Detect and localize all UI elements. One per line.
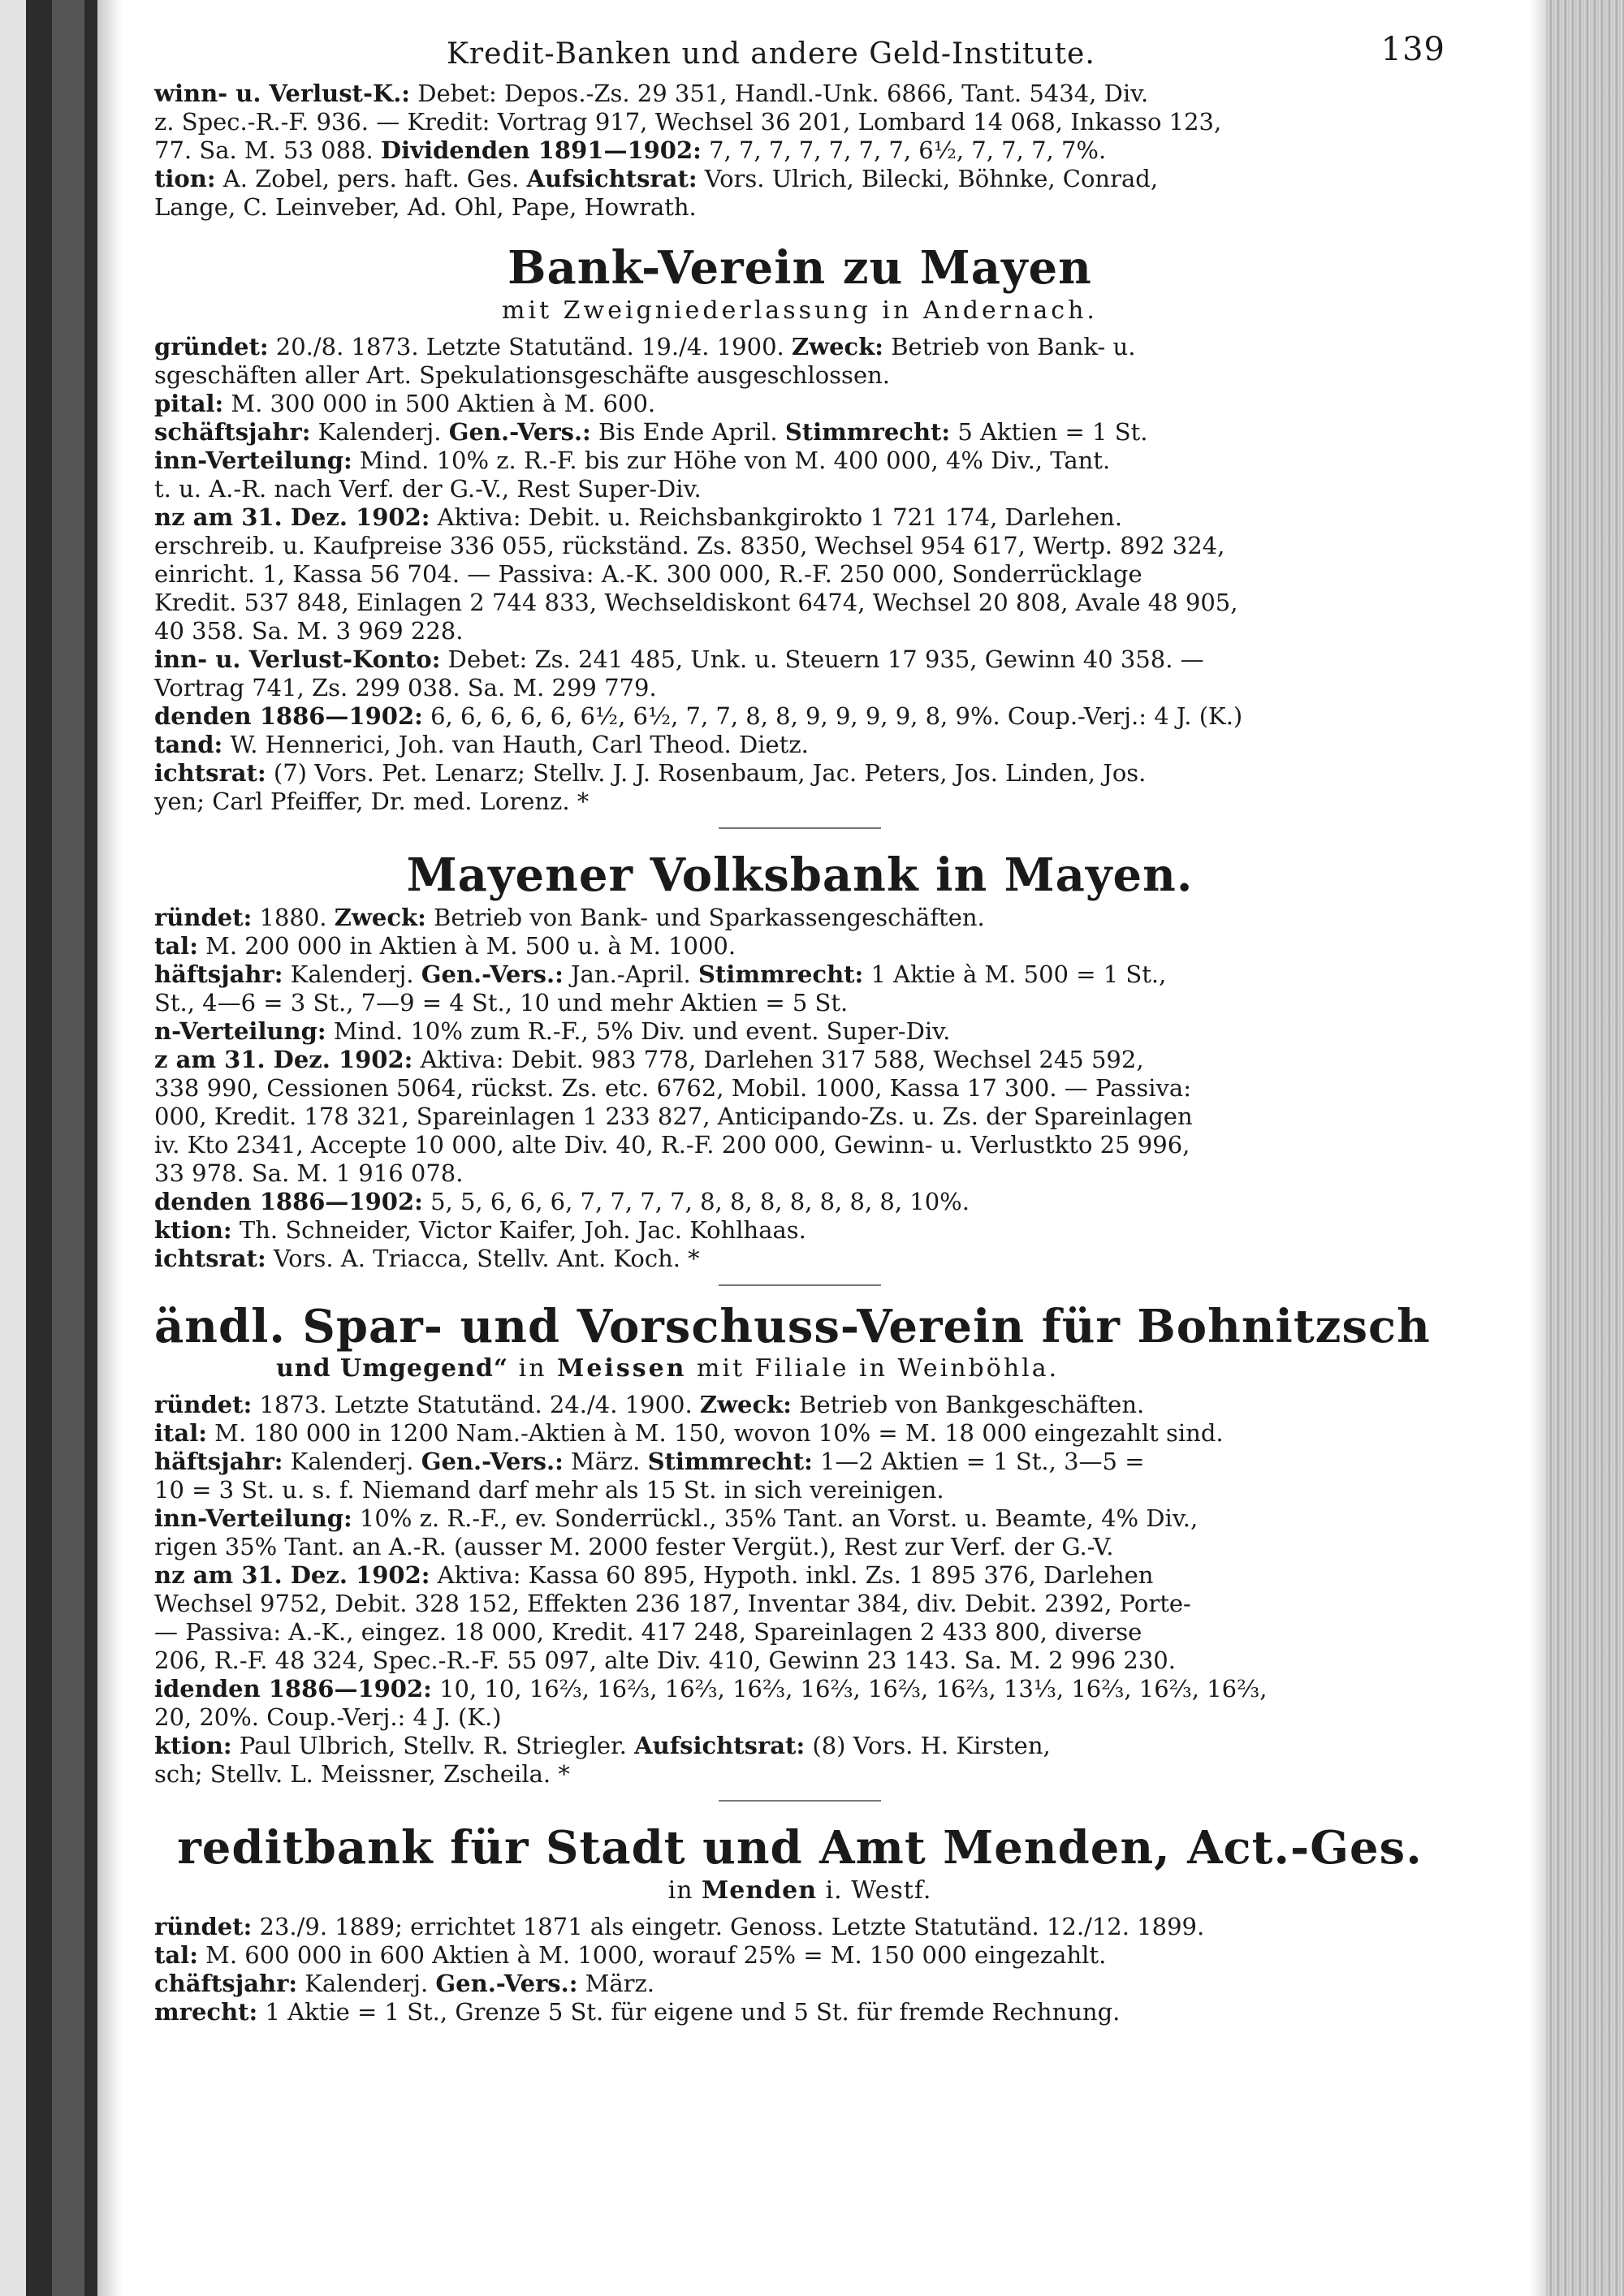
text-line: Wechsel 9752, Debit. 328 152, Effekten 236 187, Inventar 384, div. Debit. 2392, Porte- [154,1590,1191,1617]
page-shadow [97,0,122,2296]
text-line: nz am 31. Dez. 1902: Aktiva: Kassa 60 895, Hypoth. inkl. Zs. 1 895 376, Darlehen [154,1561,1154,1589]
entry-creditbank-menden [154,1821,1445,2026]
text-line: rigen 35% Tant. an A.-R. (ausser M. 2000 fester Vergüt.), Rest zur Verf. der G.-V. [154,1533,1114,1560]
text-line: ichtsrat: (7) Vors. Pet. Lenarz; Stellv. J. J. Rosenbaum, Jac. Peters, Jos. Linden, Jos. [154,759,1147,787]
text-line: chäftsjahr: Kalenderj. Gen.-Vers.: März. [154,1970,654,1997]
text-line: t. u. A.-R. nach Verf. der G.-V., Rest Super-Div. [154,475,702,503]
entry-bank-verein-mayen [154,241,1445,816]
text-line: nz am 31. Dez. 1902: Aktiva: Debit. u. Reichsbankgirokto 1 721 174, Darlehen. [154,503,1123,531]
text-line: pital: M. 300 000 in 500 Aktien à M. 600. [154,390,656,417]
scan-left-margin [0,0,26,2296]
entry-mayener-volksbank [154,848,1445,1273]
running-title: Kredit-Banken und andere Geld-Institute. [447,37,1095,71]
text-line: 33 978. Sa. M. 1 916 078. [154,1159,464,1187]
entry-title: Mayener Volksbank in Mayen. [406,848,1194,902]
text-line: tal: M. 600 000 in 600 Aktien à M. 1000, worauf 25% = M. 150 000 eingezahlt. [154,1941,1107,1969]
text-line: ründet: 23./9. 1889; errichtet 1871 als eingetr. Genoss. Letzte Statutänd. 12./12. 1899. [154,1913,1205,1940]
text-line: ründet: 1880. Zweck: Betrieb von Bank- und Sparkassengeschäften. [154,904,985,931]
text-line: inn-Verteilung: 10% z. R.-F., ev. Sonderrückl., 35% Tant. an Vorst. u. Beamte, 4% Div., [154,1504,1199,1532]
text-line: sch; Stellv. L. Meissner, Zscheila. * [154,1760,570,1788]
text-line: ründet: 1873. Letzte Statutänd. 24./4. 1900. Zweck: Betrieb von Bankgeschäften. [154,1391,1145,1418]
text-line: iv. Kto 2341, Accepte 10 000, alte Div. 40, R.-F. 200 000, Gewinn- u. Verlustkto 25 996, [154,1131,1190,1159]
text-line: ktion: Th. Schneider, Victor Kaifer, Joh. Jac. Kohlhaas. [154,1216,806,1244]
text-line: winn- u. Verlust-K.: Debet: Depos.-Zs. 29 351, Handl.-Unk. 6866, Tant. 5434, Div. [154,80,1149,107]
text-line: ichtsrat: Vors. A. Triacca, Stellv. Ant. Koch. * [154,1245,700,1272]
section-divider [719,1800,881,1802]
text-line: ital: M. 180 000 in 1200 Nam.-Aktien à M. 150, wovon 10% = M. 18 000 eingezahlt sind. [154,1419,1224,1447]
text-line: — Passiva: A.-K., eingez. 18 000, Kredit. 417 248, Spareinlagen 2 433 800, diverse [154,1618,1142,1646]
text-line: inn- u. Verlust-Konto: Debet: Zs. 241 485, Unk. u. Steuern 17 935, Gewinn 40 358. — [154,645,1204,673]
text-line: 40 358. Sa. M. 3 969 228. [154,617,464,645]
text-line: z am 31. Dez. 1902: Aktiva: Debit. 983 778, Darlehen 317 588, Wechsel 245 592, [154,1046,1144,1073]
text-line: 338 990, Cessionen 5064, rückst. Zs. etc. 6762, Mobil. 1000, Kassa 17 300. — Passiva: [154,1074,1191,1102]
text-line: denden 1886—1902: 5, 5, 6, 6, 6, 7, 7, 7, 7, 8, 8, 8, 8, 8, 8, 8, 10%. [154,1188,970,1215]
entry-title: Bank-Verein zu Mayen [508,241,1092,295]
text-line: idenden 1886—1902: 10, 10, 16⅔, 16⅔, 16⅔, 16⅔, 16⅔, 16⅔, 16⅔, 13⅓, 16⅔, 16⅔, 16⅔, [154,1675,1268,1703]
page-right-shade [1530,0,1546,2296]
text-line: gründet: 20./8. 1873. Letzte Statutänd. 19./4. 1900. Zweck: Betrieb von Bank- u. [154,333,1136,360]
text-line: 000, Kredit. 178 321, Spareinlagen 1 233 827, Anticipando-Zs. u. Zs. der Spareinlagen [154,1103,1193,1130]
text-line: 77. Sa. M. 53 088. Dividenden 1891—1902: 7, 7, 7, 7, 7, 7, 7, 6½, 7, 7, 7, 7%. [154,136,1107,164]
book-page-edges [1546,0,1624,2296]
book-gutter-shadow [52,0,84,2296]
text-line: mrecht: 1 Aktie = 1 St., Grenze 5 St. für eigene und 5 St. für fremde Rechnung. [154,1998,1121,2026]
text-line: tion: A. Zobel, pers. haft. Ges. Aufsichtsrat: Vors. Ulrich, Bilecki, Böhnke, Conrad, [154,165,1159,192]
entry-subtitle: in Menden i. Westf. [667,1876,932,1905]
page-number: 139 [1380,31,1445,68]
entry-subtitle: mit Zweigniederlassung in Andernach. [502,296,1098,325]
carryover-entry [154,80,1445,222]
text-line: häftsjahr: Kalenderj. Gen.-Vers.: Jan.-April. Stimmrecht: 1 Aktie à M. 500 = 1 St., [154,960,1167,988]
text-line: n-Verteilung: Mind. 10% zum R.-F., 5% Div. und event. Super-Div. [154,1017,951,1045]
section-divider [719,827,881,829]
text-line: tal: M. 200 000 in Aktien à M. 500 u. à M. 1000. [154,932,736,960]
text-line: Lange, C. Leinveber, Ad. Ohl, Pape, Howrath. [154,193,697,221]
text-line: Vortrag 741, Zs. 299 038. Sa. M. 299 779. [154,674,657,701]
text-line: sgeschäften aller Art. Spekulationsgeschäfte ausgeschlossen. [154,361,890,389]
text-line: inn-Verteilung: Mind. 10% z. R.-F. bis zur Höhe von M. 400 000, 4% Div., Tant. [154,447,1111,474]
text-line: erschreib. u. Kaufpreise 336 055, rückständ. Zs. 8350, Wechsel 954 617, Wertp. 892 324, [154,532,1225,559]
text-line: z. Spec.-R.-F. 936. — Kredit: Vortrag 917, Wechsel 36 201, Lombard 14 068, Inkasso 123, [154,108,1222,136]
text-line: häftsjahr: Kalenderj. Gen.-Vers.: März. Stimmrecht: 1—2 Aktien = 1 St., 3—5 = [154,1448,1145,1475]
entry-title: reditbank für Stadt und Amt Menden, Act.-Ges. [177,1821,1423,1875]
text-line: Kredit. 537 848, Einlagen 2 744 833, Wechseldiskont 6474, Wechsel 20 808, Avale 48 905, [154,589,1238,616]
text-line: yen; Carl Pfeiffer, Dr. med. Lorenz. * [154,788,590,815]
page-content [154,31,1445,2026]
text-line: 10 = 3 St. u. s. f. Niemand darf mehr als 15 St. in sich vereinigen. [154,1476,944,1504]
section-divider [719,1284,881,1286]
text-line: St., 4—6 = 3 St., 7—9 = 4 St., 10 und mehr Aktien = 5 St. [154,989,849,1016]
entry-spar-vorschuss-verein [154,1301,1445,1789]
text-line: ktion: Paul Ulbrich, Stellv. R. Striegler. Aufsichtsrat: (8) Vors. H. Kirsten, [154,1732,1051,1759]
text-line: 206, R.-F. 48 324, Spec.-R.-F. 55 097, alte Div. 410, Gewinn 23 143. Sa. M. 2 996 230. [154,1646,1176,1674]
entry-title: ändl. Spar- und Vorschuss-Verein für Bohnitzsch [154,1300,1431,1353]
text-line: 20, 20%. Coup.-Verj.: 4 J. (K.) [154,1703,502,1731]
text-line: schäftsjahr: Kalenderj. Gen.-Vers.: Bis Ende April. Stimmrecht: 5 Aktien = 1 St. [154,418,1148,446]
running-head [154,31,1445,80]
text-line: tand: W. Hennerici, Joh. van Hauth, Carl Theod. Dietz. [154,731,809,758]
text-line: einricht. 1, Kassa 56 704. — Passiva: A.-K. 300 000, R.-F. 250 000, Sonderrücklage [154,560,1142,588]
entry-subtitle: und Umgegend“ in Meissen mit Filiale in Weinböhla. [276,1354,1060,1383]
text-line: denden 1886—1902: 6, 6, 6, 6, 6, 6½, 6½, 7, 7, 8, 8, 9, 9, 9, 9, 8, 9%. Coup.-Verj.: 4 J. (K.) [154,702,1243,730]
